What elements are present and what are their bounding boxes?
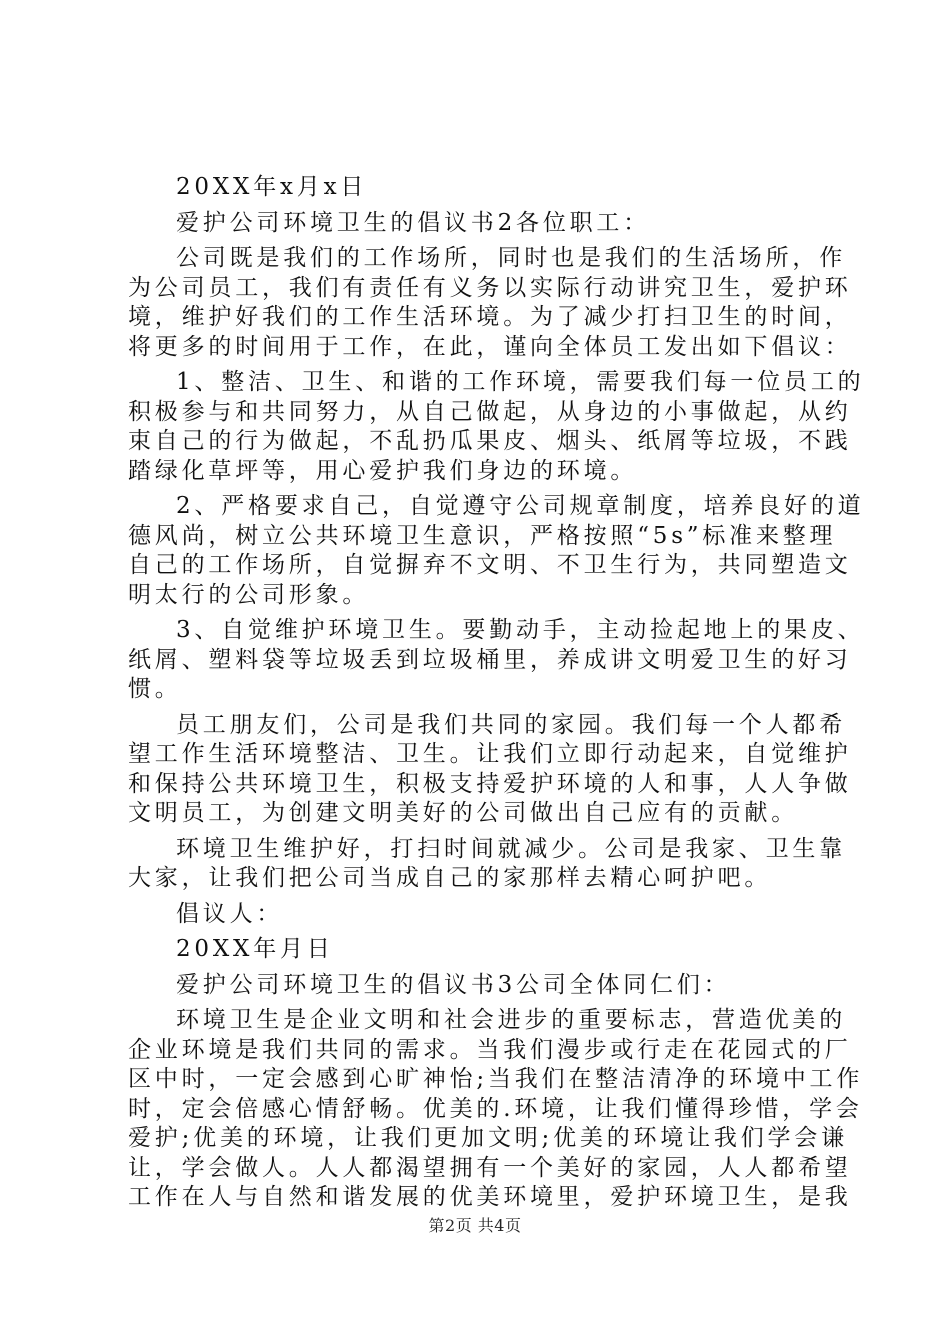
document-line: 时，定会倍感心情舒畅。优美的.环境，让我们懂得珍惜，学会	[128, 1095, 863, 1122]
document-line: 大家，让我们把公司当成自己的家那样去精心呵护吧。	[128, 865, 772, 891]
document-line: 公司既是我们的工作场所，同时也是我们的生活场所，作	[176, 245, 846, 271]
document-line: 3、自觉维护环境卫生。要勤动手，主动捡起地上的果皮、	[176, 617, 865, 643]
document-line: 环境卫生维护好，打扫时间就减少。公司是我家、卫生靠	[176, 835, 846, 862]
document-line: 1、整洁、卫生、和谐的工作环境，需要我们每一位员工的	[176, 369, 865, 395]
document-line: 20XX年x月x日	[176, 174, 368, 200]
document-line: 爱护;优美的环境，让我们更加文明;优美的环境让我们学会谦	[128, 1125, 848, 1151]
document-line: 区中时，一定会感到心旷神怡;当我们在整洁清净的环境中工作	[128, 1066, 864, 1092]
document-line: 德风尚，树立公共环境卫生意识，严格按照“5s”标准来整理	[128, 522, 837, 549]
document-line: 倡议人：	[176, 900, 284, 927]
document-line: 和保持公共环境卫生，积极支持爱护环境的人和事，人人争做	[128, 770, 852, 797]
document-line: 爱护公司环境卫生的倡议书3公司全体同仁们：	[176, 971, 731, 998]
document-line: 踏绿化草坪等，用心爱护我们身边的环境。	[128, 457, 638, 484]
document-line: 爱护公司环境卫生的倡议书2各位职工：	[176, 209, 651, 236]
document-line: 员工朋友们，公司是我们共同的家园。我们每一个人都希	[176, 711, 846, 738]
document-line: 自己的工作场所，自觉摒弃不文明、不卫生行为，共同塑造文	[128, 552, 852, 578]
document-line: 明太行的公司形象。	[128, 581, 370, 608]
document-line: 将更多的时间用于工作，在此，谨向全体员工发出如下倡议：	[128, 333, 852, 360]
document-line: 让，学会做人。人人都渴望拥有一个美好的家园，人人都希望	[128, 1154, 852, 1181]
document-line: 束自己的行为做起，不乱扔瓜果皮、烟头、纸屑等垃圾，不践	[128, 428, 852, 454]
document-line: 工作在人与自然和谐发展的优美环境里，爱护环境卫生，是我	[128, 1184, 852, 1210]
document-line: 2、严格要求自己，自觉遵守公司规章制度，培养良好的道	[176, 493, 865, 519]
page-number-footer: 第2页 共4页	[428, 1216, 522, 1235]
document-line: 企业环境是我们共同的需求。当我们漫步或行走在花园式的厂	[128, 1036, 852, 1063]
document-body	[128, 173, 865, 1213]
document-line: 境，维护好我们的工作生活环境。为了减少打扫卫生的时间，	[128, 304, 852, 330]
document-line: 20XX年月日	[176, 936, 334, 962]
document-line: 积极参与和共同努力，从自己做起，从身边的小事做起，从约	[128, 398, 852, 425]
document-line: 纸屑、塑料袋等垃圾丢到垃圾桶里，养成讲文明爱卫生的好习	[128, 646, 852, 673]
document-line: 望工作生活环境整洁、卫生。让我们立即行动起来，自觉维护	[128, 741, 852, 767]
document-line: 文明员工，为创建文明美好的公司做出自己应有的贡献。	[128, 800, 798, 826]
document-line: 环境卫生是企业文明和社会进步的重要标志，营造优美的	[176, 1007, 846, 1033]
document-line: 为公司员工，我们有责任有义务以实际行动讲究卫生，爱护环	[128, 274, 852, 301]
document-line: 惯。	[128, 676, 182, 702]
